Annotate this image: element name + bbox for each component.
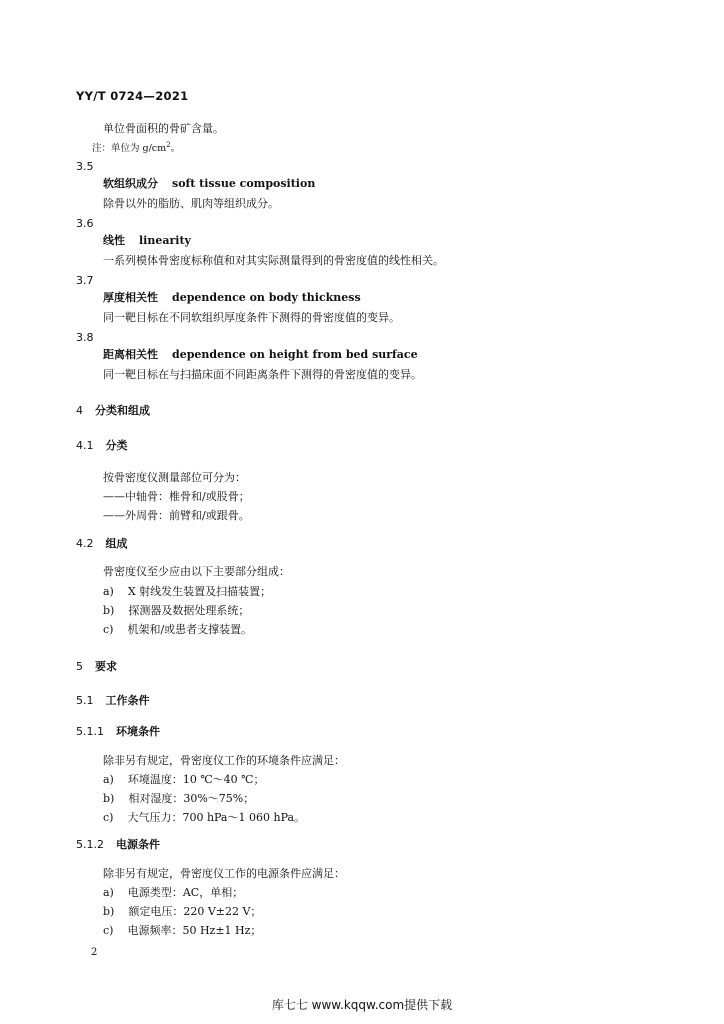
download-footer: 库七七 www.kqqw.com提供下载 xyxy=(271,998,453,1012)
unit-note-text: 注：单位为 g/cm xyxy=(92,143,167,154)
term-number: 3.7 xyxy=(76,274,94,287)
term-en: soft tissue composition xyxy=(172,177,316,190)
subsection-title: 分类 xyxy=(105,439,128,452)
list-item xyxy=(103,604,249,618)
item-label: a) xyxy=(103,773,114,786)
standard-number: YY/T 0724—2021 xyxy=(76,89,189,103)
list-item xyxy=(103,623,252,637)
subsection-number: 5.1 xyxy=(76,694,94,707)
unit-note xyxy=(92,142,180,156)
term-number: 3.8 xyxy=(76,331,94,344)
subsection-heading xyxy=(76,838,160,852)
section-title: 要求 xyxy=(95,660,117,673)
term-zh: 距离相关性 xyxy=(103,348,158,361)
list-item xyxy=(103,585,271,599)
term-number: 3.6 xyxy=(76,217,94,230)
list-item xyxy=(103,905,261,919)
term-en: linearity xyxy=(139,234,191,247)
item-text: 大气压力：700 hPa～1 060 hPa。 xyxy=(127,811,306,824)
term-definition: 同一靶目标在不同软组织厚度条件下测得的骨密度值的变异。 xyxy=(103,311,400,324)
definition-tail: 单位骨面积的骨矿含量。 xyxy=(103,122,224,135)
list-item xyxy=(103,811,305,825)
term-zh: 软组织成分 xyxy=(103,177,158,190)
list-item: ——外周骨：前臂和/或跟骨。 xyxy=(103,509,250,522)
item-text: X 射线发生装置及扫描装置； xyxy=(127,585,272,598)
term-heading xyxy=(103,234,191,248)
item-label: c) xyxy=(103,924,114,937)
item-label: c) xyxy=(103,811,114,824)
term-definition: 除骨以外的脂肪、肌肉等组织成分。 xyxy=(103,197,279,210)
term-heading xyxy=(103,291,361,305)
term-zh: 线性 xyxy=(103,234,125,247)
subsection-title: 环境条件 xyxy=(116,725,160,738)
item-label: a) xyxy=(103,585,114,598)
subsection-heading xyxy=(76,725,160,739)
subsection-heading xyxy=(76,439,128,453)
item-label: c) xyxy=(103,623,114,636)
item-text: 电源类型：AC，单相； xyxy=(127,886,244,899)
page-number: 2 xyxy=(91,947,98,958)
list-item xyxy=(103,924,261,938)
item-label: b) xyxy=(103,905,115,918)
subsection-number: 5.1.2 xyxy=(76,838,104,851)
list-item: ——中轴骨：椎骨和/或股骨； xyxy=(103,490,250,503)
item-text: 相对湿度：30%～75%； xyxy=(128,792,255,805)
subsection-number: 5.1.1 xyxy=(76,725,104,738)
list-item xyxy=(103,886,243,900)
subsection-heading xyxy=(76,537,128,551)
list-item xyxy=(103,792,254,806)
section-title: 分类和组成 xyxy=(95,404,150,417)
term-definition: 一系列模体骨密度标称值和对其实际测量得到的骨密度值的线性相关。 xyxy=(103,254,444,267)
subsection-title: 电源条件 xyxy=(116,838,160,851)
item-text: 额定电压：220 V±22 V； xyxy=(128,905,262,918)
item-label: b) xyxy=(103,604,115,617)
section-number: 4 xyxy=(76,404,83,417)
subsection-number: 4.2 xyxy=(76,537,94,550)
term-zh: 厚度相关性 xyxy=(103,291,158,304)
subsection-title: 组成 xyxy=(105,537,128,550)
term-number: 3.5 xyxy=(76,160,94,173)
term-en: dependence on body thickness xyxy=(172,291,361,304)
item-label: a) xyxy=(103,886,114,899)
term-en: dependence on height from bed surface xyxy=(172,348,418,361)
term-heading xyxy=(103,348,418,362)
unit-note-end: 。 xyxy=(170,143,181,154)
term-definition: 同一靶目标在与扫描床面不同距离条件下测得的骨密度值的变异。 xyxy=(103,368,422,381)
item-text: 机架和/或患者支撑装置。 xyxy=(127,623,253,636)
unit-power: 2 xyxy=(166,140,171,149)
body-line: 除非另有规定，骨密度仪工作的环境条件应满足： xyxy=(103,754,345,767)
item-text: 电源频率：50 Hz±1 Hz； xyxy=(127,924,262,937)
section-heading xyxy=(76,404,150,418)
subsection-number: 4.1 xyxy=(76,439,94,452)
section-number: 5 xyxy=(76,660,83,673)
item-text: 探测器及数据处理系统； xyxy=(128,604,250,617)
term-heading xyxy=(103,177,315,191)
body-line: 除非另有规定，骨密度仪工作的电源条件应满足： xyxy=(103,867,345,880)
section-heading xyxy=(76,660,117,674)
item-label: b) xyxy=(103,792,115,805)
subsection-title: 工作条件 xyxy=(105,694,150,707)
list-item xyxy=(103,773,264,787)
body-line: 按骨密度仪测量部位可分为： xyxy=(103,471,246,484)
item-text: 环境温度：10 ℃～40 ℃； xyxy=(127,773,265,786)
body-line: 骨密度仪至少应由以下主要部分组成： xyxy=(103,565,290,578)
subsection-heading xyxy=(76,694,150,708)
